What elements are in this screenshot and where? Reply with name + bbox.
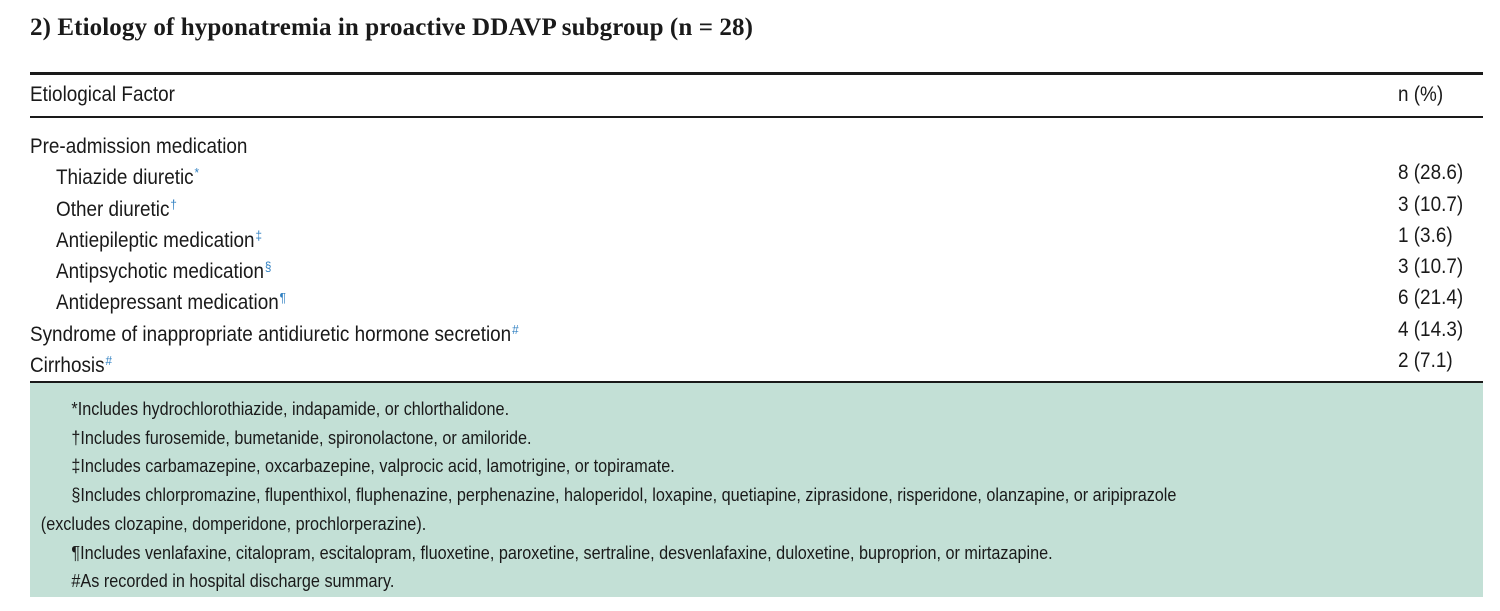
table-row <box>30 189 1483 220</box>
footnotes-panel <box>30 383 1483 597</box>
table-row <box>30 282 1483 313</box>
row-label: Antiepileptic medication‡ <box>56 227 262 252</box>
footnote: ‡Includes carbamazepine, oxcarbazepine, valprocic acid, lamotrigine, or topiramate. <box>71 456 675 477</box>
row-value: 3 (10.7) <box>1398 192 1464 216</box>
footnote-marker: ‡ <box>255 227 262 243</box>
table-row <box>30 314 1483 345</box>
footnote-marker: § <box>264 259 272 275</box>
footnote: †Includes furosemide, bumetanide, spironolactone, or amiloride. <box>71 427 532 448</box>
top-rule <box>30 72 1483 75</box>
row-label: Other diuretic† <box>56 196 177 221</box>
column-header-factor: Etiological Factor <box>30 83 175 106</box>
table-body <box>30 126 1483 376</box>
row-label: Cirrhosis# <box>30 353 112 378</box>
footnote-continuation: (excludes clozapine, domperidone, prochlorperazine). <box>40 513 427 534</box>
row-value: 3 (10.7) <box>1398 255 1464 279</box>
table-row <box>30 345 1483 376</box>
footnote-marker: ¶ <box>279 290 286 306</box>
table-row <box>30 251 1483 282</box>
footnote: ¶Includes venlafaxine, citalopram, escitalopram, fluoxetine, paroxetine, sertraline, desvenlafaxine, duloxetine, buproprion, or mirtazapine. <box>71 542 1053 563</box>
footnote-marker: * <box>194 165 200 181</box>
row-label: Pre-admission medication <box>30 135 248 158</box>
row-value: 1 (3.6) <box>1398 223 1453 247</box>
row-value: 8 (28.6) <box>1398 161 1464 185</box>
row-value: 4 (14.3) <box>1398 317 1464 341</box>
column-header-value: n (%) <box>1398 83 1444 106</box>
row-value: 6 (21.4) <box>1398 286 1464 310</box>
footnote: §Includes chlorpromazine, flupenthixol, fluphenazine, perphenazine, haloperidol, loxapine, quetiapine, ziprasidone, risperidone, olanzapine, or aripiprazole <box>71 485 1177 506</box>
table-title: 2) Etiology of hyponatremia in proactive DDAVP subgroup (n = 28) <box>30 14 754 41</box>
row-label: Antidepressant medication¶ <box>56 290 286 315</box>
row-label: Thiazide diuretic* <box>56 165 200 190</box>
table-row <box>30 220 1483 251</box>
table-row <box>30 126 1483 157</box>
footnote-marker: # <box>105 353 112 369</box>
footnote: *Includes hydrochlorothiazide, indapamide, or chlorthalidone. <box>71 399 510 419</box>
row-label: Syndrome of inappropriate antidiuretic hormone secretion# <box>30 321 519 346</box>
footnote-marker: † <box>170 196 177 212</box>
row-label: Antipsychotic medication§ <box>56 259 272 284</box>
footnote: #As recorded in hospital discharge summary. <box>71 571 395 592</box>
header-rule <box>30 116 1483 118</box>
footnote-marker: # <box>512 321 519 337</box>
table-row <box>30 157 1483 188</box>
row-value: 2 (7.1) <box>1398 349 1453 373</box>
